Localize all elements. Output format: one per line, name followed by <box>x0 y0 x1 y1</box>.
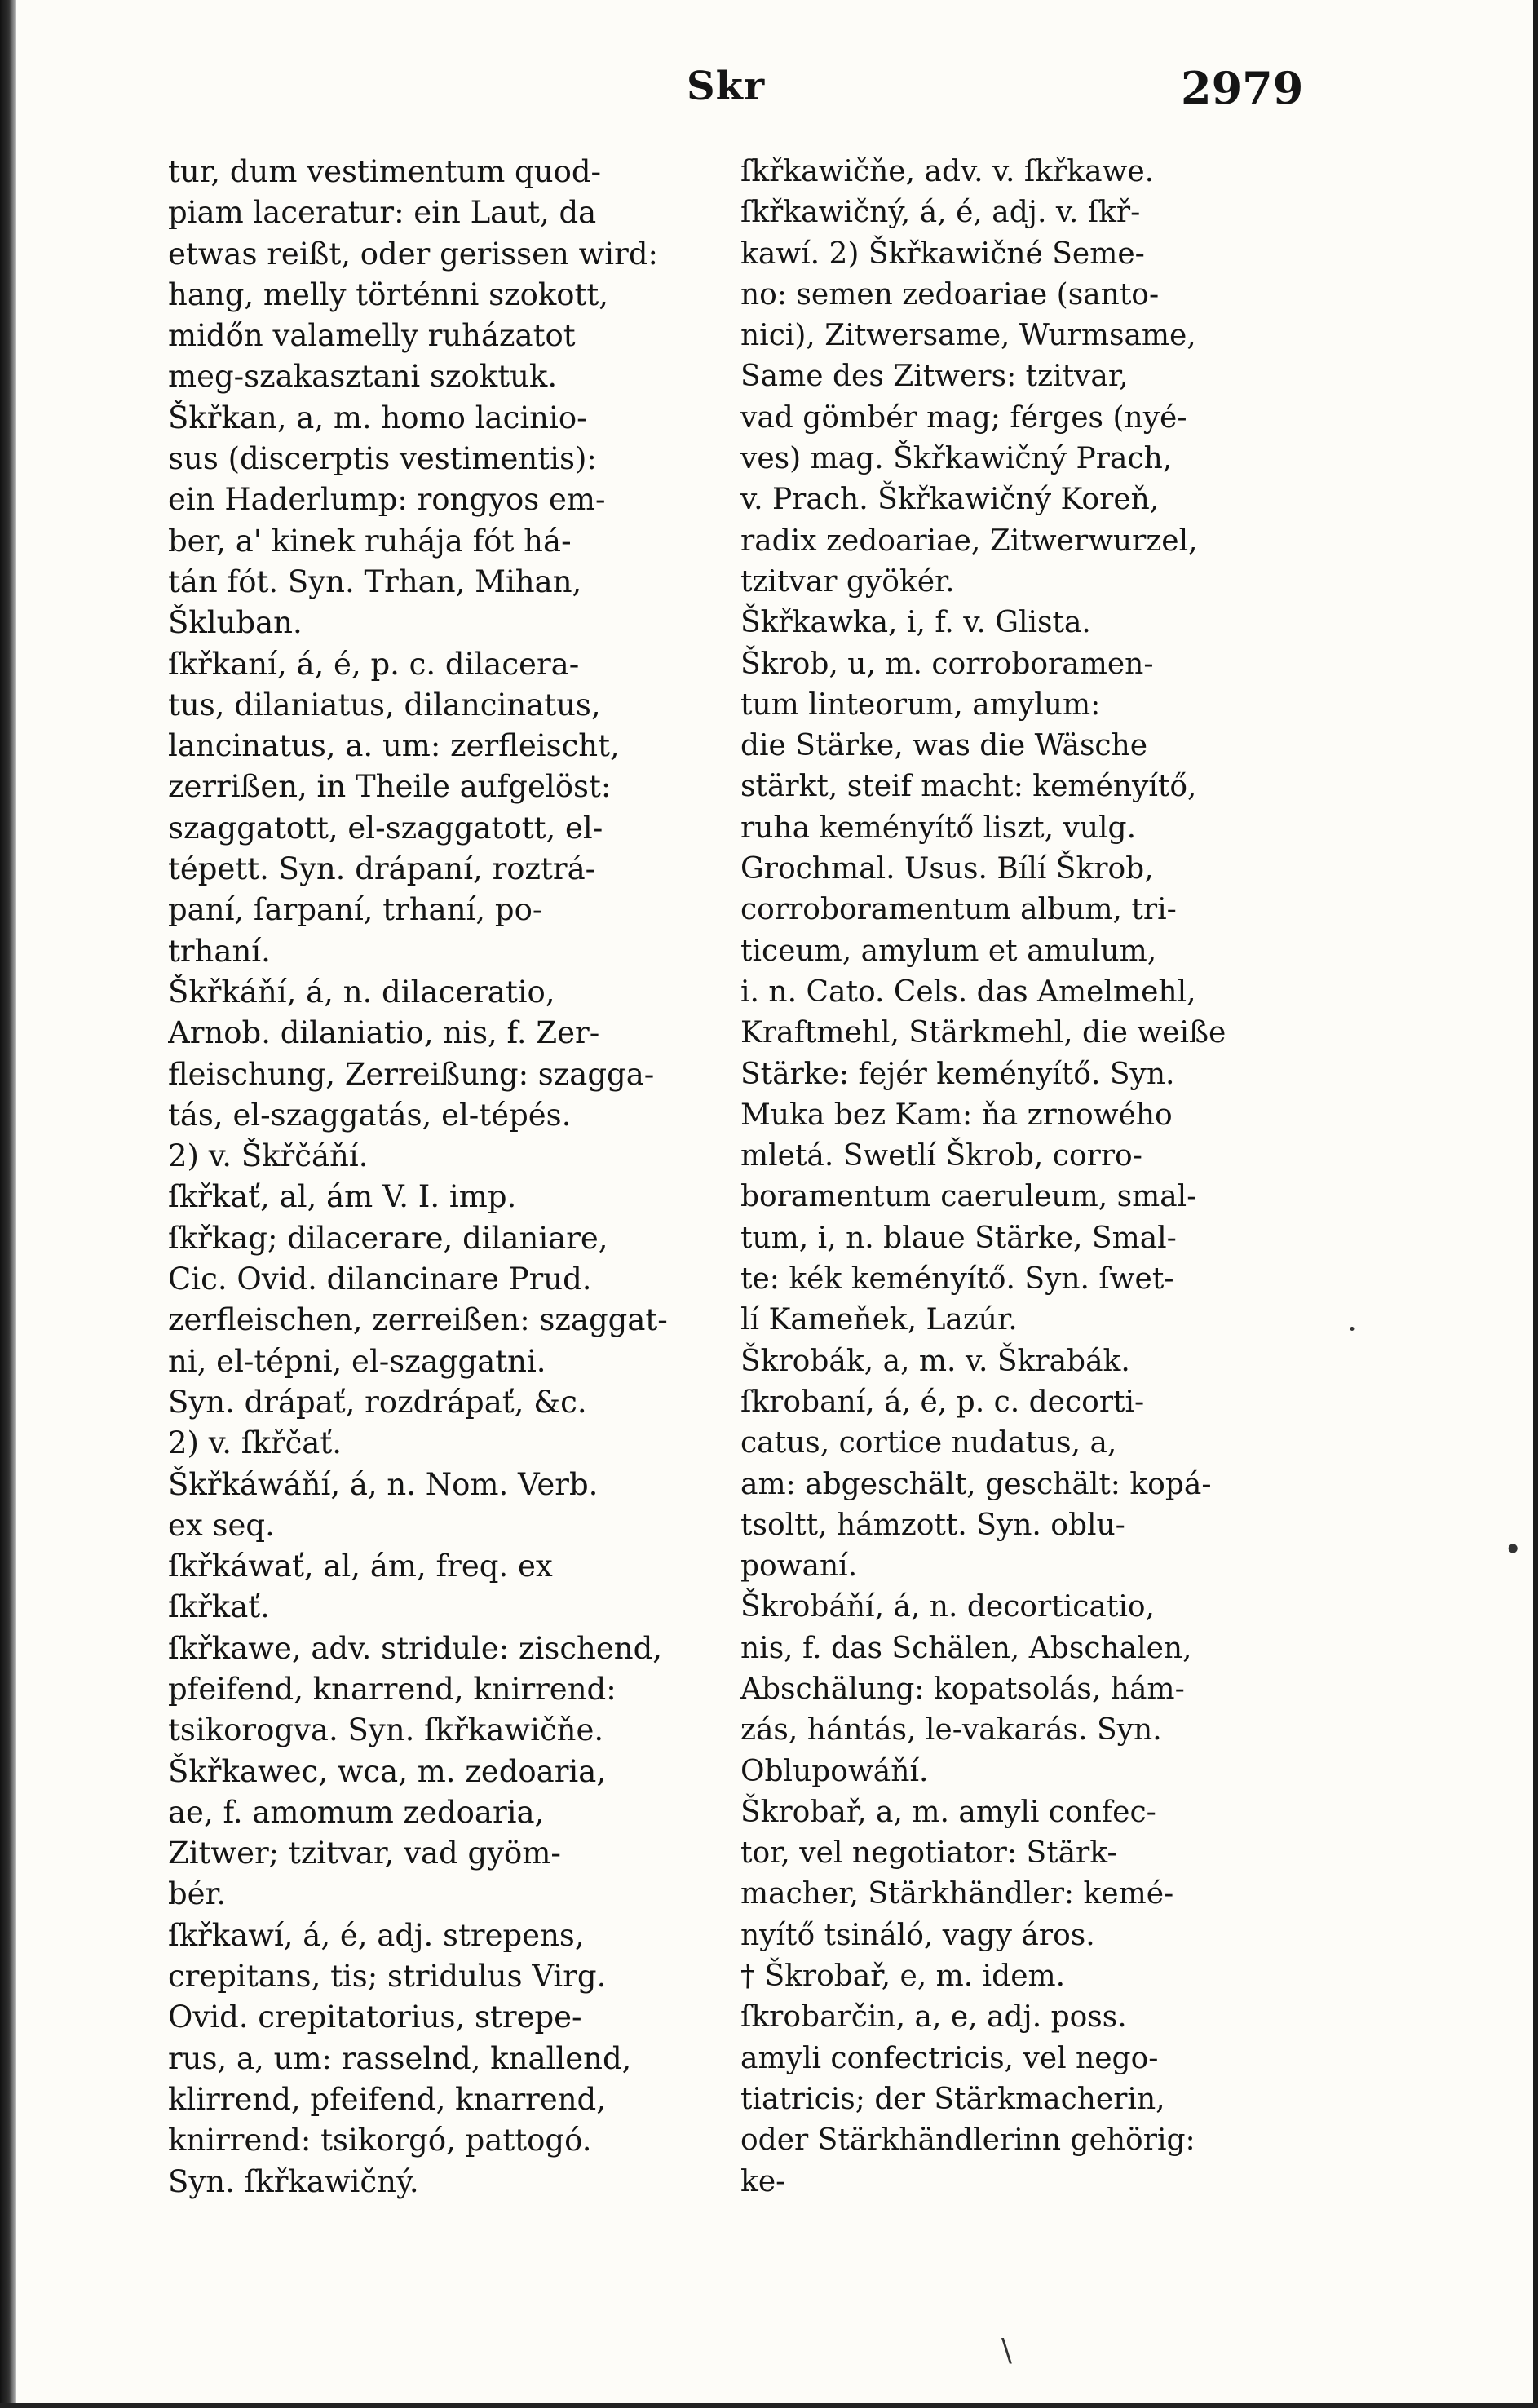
text-line: Grochmal. Usus. Bílí Škrob, <box>740 852 1154 886</box>
text-line: Stärke: fejér keményítő. Syn. <box>740 1057 1175 1091</box>
text-line: ex seq. <box>168 1507 275 1543</box>
text-line: Syn. drápať, rozdrápať, &c. <box>168 1384 587 1420</box>
text-line: ſkřkawí, á, é, adj. strepens, <box>168 1917 585 1953</box>
text-line: fleischung, Zerreißung: szagga- <box>168 1056 655 1092</box>
text-line: oder Stärkhändlerinn gehörig: <box>740 2123 1195 2158</box>
text-line: macher, Stärkhändler: kemé- <box>740 1877 1174 1911</box>
text-line: ſkřkáwať, al, ám, freq. ex <box>168 1549 553 1584</box>
text-line: zerfleischen, zerreißen: szaggat- <box>168 1302 668 1338</box>
text-line: stärkt, steif macht: keményítő, <box>740 770 1197 804</box>
text-line: ſkřkag; dilacerare, dilaniare, <box>168 1220 608 1256</box>
text-line: paní, ſarpaní, trhaní, po- <box>168 892 543 928</box>
text-line: lí Kameňek, Lazúr. <box>740 1303 1018 1337</box>
text-line: ſkřkawičný, á, é, adj. v. ſkř- <box>740 196 1141 230</box>
text-line: trhaní. <box>168 933 271 969</box>
stray-mark: \ <box>1001 2332 1012 2368</box>
text-line: tépett. Syn. drápaní, roztrá- <box>168 851 596 887</box>
text-line: nis, f. das Schälen, Abschalen, <box>740 1631 1192 1665</box>
text-line: v. Prach. Škřkawičný Koreň, <box>740 483 1160 517</box>
text-line: tán fót. Syn. Trhan, Mihan, <box>168 563 582 599</box>
text-line: bér. <box>168 1876 226 1912</box>
text-line: ſkřkaní, á, é, p. c. dilacera- <box>168 646 580 682</box>
text-line: Škřkáňí, á, n. dilaceratio, <box>168 974 555 1010</box>
text-line: zás, hántás, le-vakarás. Syn. <box>740 1713 1162 1747</box>
text-line: 2) v. ſkřčať. <box>168 1425 342 1461</box>
text-line: zerrißen, in Theile aufgelöst: <box>168 769 612 805</box>
text-line: nyítő tsináló, vagy áros. <box>740 1918 1095 1952</box>
text-line: Ovid. crepitatorius, strepe- <box>168 1999 582 2035</box>
text-line: ſkrobarčin, a, e, adj. poss. <box>740 2000 1127 2035</box>
stray-mark: • <box>1504 1531 1523 1567</box>
text-line: boramentum caeruleum, smal- <box>740 1180 1197 1214</box>
text-line: Cic. Ovid. dilancinare Prud. <box>168 1261 592 1297</box>
text-line: corroboramentum album, tri- <box>740 893 1177 927</box>
text-line: ves) mag. Škřkawičný Prach, <box>740 442 1173 476</box>
text-line: Škrob, u, m. corroboramen- <box>740 647 1154 681</box>
text-line: kawí. 2) Škřkawičné Seme- <box>740 236 1145 271</box>
text-line: radix zedoariae, Zitwerwurzel, <box>740 524 1198 558</box>
text-line: Syn. ſkřkawičný. <box>168 2163 419 2199</box>
text-line: tsoltt, hámzott. Syn. oblu- <box>740 1508 1125 1542</box>
text-line: ruha keményítő liszt, vulg. <box>740 811 1137 845</box>
text-line: tur, dum vestimentum quod- <box>168 154 602 189</box>
text-line: ein Haderlump: rongyos em- <box>168 482 606 518</box>
running-head: Skr <box>687 64 766 109</box>
text-line: Abschälung: kopatsolás, hám- <box>740 1672 1185 1706</box>
text-line: Zitwer; tzitvar, vad gyöm- <box>168 1836 561 1871</box>
text-line: ſkřkať, al, ám V. I. imp. <box>168 1179 517 1215</box>
text-line: knirrend: tsikorgó, pattogó. <box>168 2123 592 2158</box>
text-line: piam laceratur: ein Laut, da <box>168 195 597 231</box>
page-number: 2979 <box>1181 62 1304 114</box>
text-line: ke- <box>740 2164 786 2198</box>
text-line: Oblupowáňí. <box>740 1754 929 1788</box>
text-line: ſkřkawe, adv. stridule: zischend, <box>168 1630 663 1666</box>
text-line: tor, vel negotiator: Stärk- <box>740 1836 1117 1871</box>
text-line: nici), Zitwersame, Wurmsame, <box>740 319 1196 353</box>
text-line: no: semen zedoariae (santo- <box>740 277 1160 311</box>
text-line: meg-szakasztani szoktuk. <box>168 359 558 395</box>
text-line: crepitans, tis; stridulus Virg. <box>168 1959 607 1995</box>
text-line: Same des Zitwers: tzitvar, <box>740 360 1129 394</box>
text-line: etwas reißt, oder gerissen wird: <box>168 236 658 272</box>
text-line: sus (discerptis vestimentis): <box>168 441 597 477</box>
right-column <box>740 152 1311 2203</box>
text-line: 2) v. Škřčáňí. <box>168 1138 369 1174</box>
text-line: ſkřkať. <box>168 1589 270 1625</box>
text-line: hang, melly történni szokott, <box>168 276 609 312</box>
text-line: ſkřkawičňe, adv. v. ſkřkawe. <box>740 155 1155 188</box>
page-edge-right <box>1533 0 1538 2408</box>
text-line: tzitvar gyökér. <box>740 564 955 599</box>
text-line: tiatricis; der Stärkmacherin, <box>740 2082 1165 2116</box>
text-line: ticeum, amylum et amulum, <box>740 934 1157 968</box>
text-line: tus, dilaniatus, dilancinatus, <box>168 687 601 722</box>
text-line: midőn valamelly ruházatot <box>168 318 576 354</box>
text-line: Škrobáňí, á, n. decorticatio, <box>740 1590 1155 1624</box>
page-edge-bottom <box>0 2403 1538 2408</box>
text-line: ae, f. amomum zedoaria, <box>168 1794 545 1830</box>
text-line: szaggatott, el-szaggatott, el- <box>168 810 603 846</box>
text-line: ſkrobaní, á, é, p. c. decorti- <box>740 1385 1145 1419</box>
text-line: tás, el-szaggatás, el-tépés. <box>168 1097 572 1133</box>
text-line: die Stärke, was die Wäsche <box>740 729 1148 763</box>
text-line: Kraftmehl, Stärkmehl, die weiße <box>740 1016 1226 1050</box>
text-line: Škrobař, a, m. amyli confec- <box>740 1795 1156 1829</box>
text-line: vad gömbér mag; férges (nyé- <box>740 400 1187 435</box>
text-line: ni, el-tépni, el-szaggatni. <box>168 1343 546 1379</box>
text-line: mletá. Swetlí Škrob, corro- <box>740 1139 1142 1173</box>
text-line: tsikorogva. Syn. ſkřkawičňe. <box>168 1712 604 1748</box>
text-line: Muka bez Kam: ňa zrnowého <box>740 1098 1173 1132</box>
text-line: tum, i, n. blaue Stärke, Smal- <box>740 1221 1177 1255</box>
text-line: Škrobák, a, m. v. Škrabák. <box>740 1344 1130 1378</box>
text-line: Škřkawec, wca, m. zedoaria, <box>168 1753 607 1789</box>
text-line: te: kék keményítő. Syn. ſwet- <box>740 1262 1174 1297</box>
text-line: tum linteorum, amylum: <box>740 687 1101 722</box>
text-line: lancinatus, a. um: zerfleischt, <box>168 728 620 764</box>
text-line: klirrend, pfeifend, knarrend, <box>168 2081 606 2117</box>
text-line: am: abgeschält, geschält: kopá- <box>740 1467 1212 1501</box>
text-line: Škluban. <box>168 605 303 641</box>
text-line: rus, a, um: rasselnd, knallend, <box>168 2040 632 2076</box>
text-line: † Škrobař, e, m. idem. <box>740 1960 1066 1994</box>
text-line: pfeifend, knarrend, knirrend: <box>168 1671 617 1707</box>
text-line: Škřkawka, i, f. v. Glista. <box>740 606 1091 640</box>
text-line: amyli confectricis, vel nego- <box>740 2041 1159 2075</box>
text-line: Škřkan, a, m. homo lacinio- <box>168 400 587 435</box>
text-line: Arnob. dilaniatio, nis, f. Zer- <box>168 1015 600 1051</box>
text-line: powaní. <box>740 1549 858 1584</box>
text-line: Škřkáwáňí, á, n. Nom. Verb. <box>168 1466 599 1502</box>
text-line: ber, a' kinek ruhája fót há- <box>168 523 572 559</box>
text-line: catus, cortice nudatus, a, <box>740 1426 1117 1460</box>
stray-mark: · <box>1347 1311 1358 1347</box>
text-line: i. n. Cato. Cels. das Amelmehl, <box>740 974 1196 1009</box>
left-column <box>168 152 719 2203</box>
book-spine-shadow <box>0 0 16 2408</box>
